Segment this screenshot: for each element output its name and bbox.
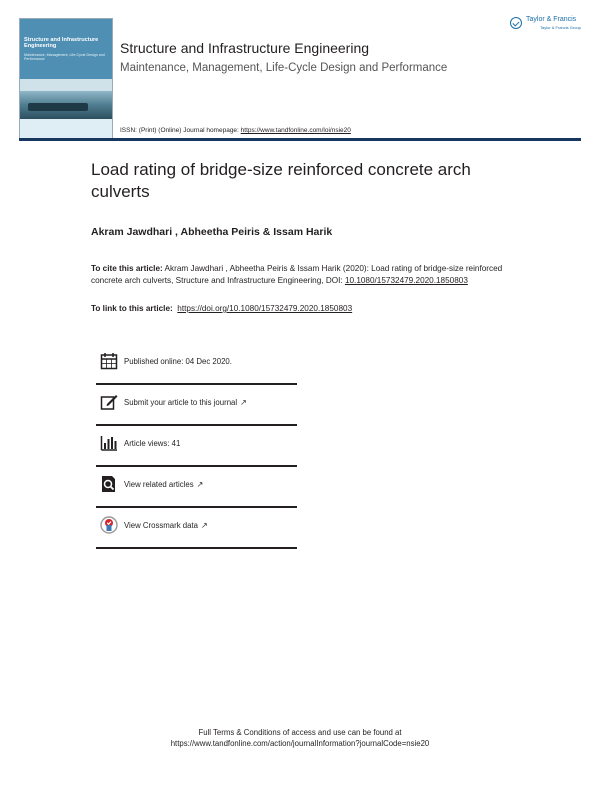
footer-line-1: Full Terms & Conditions of access and use can be found at [198,728,402,737]
publisher-logo-subtext: Taylor & Francis Group [540,25,581,30]
related-articles-row[interactable] [96,466,297,506]
taylor-francis-logo-icon [510,17,522,29]
journal-title: Structure and Infrastructure Engineering [120,40,370,56]
search-document-icon [100,475,118,493]
related-articles-label [124,480,203,489]
issn-text: ISSN: (Print) (Online) Journal homepage: [120,127,241,134]
article-doi-link[interactable]: https://doi.org/10.1080/15732479.2020.1850803 [177,304,353,313]
crossmark-text: View Crossmark data [124,521,198,530]
cite-doi-link[interactable]: 10.1080/15732479.2020.1850803 [344,275,468,285]
external-link-icon: ↗ [200,521,208,530]
journal-cover-image [19,18,113,140]
external-link-icon: ↗ [196,480,204,489]
cover-subtitle: Maintenance, Management, Life-Cycle Design and Performance [24,53,105,62]
article-title: Load rating of bridge-size reinforced concrete arch culverts [91,160,471,201]
cite-label: To cite this article: [91,264,163,273]
crossmark-icon [100,516,118,534]
publisher-logo[interactable] [510,16,585,36]
submit-article-row[interactable] [96,384,297,424]
row-divider [96,547,297,549]
article-views-row [96,425,297,465]
header-divider [19,138,581,141]
journal-subtitle: Maintenance, Management, Life-Cycle Design and Performance [120,62,448,74]
crossmark-row[interactable] [96,507,297,547]
article-link-line [91,304,352,313]
published-online-label: Published online: 04 Dec 2020. [124,357,232,366]
issn-line [120,127,351,134]
crossmark-label [124,521,208,530]
cite-text: Akram Jawdhari , Abheetha Peiris & Issam Harik (2020): Load rating of bridge-size reinforced concrete arch culverts, Structure and Infrastructure Engineering, DOI: [91,264,503,285]
submit-article-label [124,398,247,407]
article-authors: Akram Jawdhari , Abheetha Peiris & Issam Harik [91,226,333,238]
link-label: To link to this article: [91,304,173,313]
cover-title: Structure and Infrastructure Engineering [24,37,99,49]
publisher-logo-text: Taylor & Francis [526,16,577,23]
published-online-row [96,343,297,383]
external-link-icon: ↗ [240,398,247,407]
related-articles-text: View related articles [124,480,194,489]
article-views-label: Article views: 41 [124,439,181,448]
footer-journal-info-link[interactable]: https://www.tandfonline.com/action/journalInformation?journalCode=nsie20 [170,739,430,748]
submit-article-text: Submit your article to this journal [124,398,238,407]
footer-terms [0,727,600,749]
edit-icon [100,393,118,411]
journal-homepage-link[interactable]: https://www.tandfonline.com/loi/nsie20 [240,127,351,134]
calendar-icon [100,352,118,370]
citation-block [91,263,511,286]
bar-chart-icon [100,434,118,452]
